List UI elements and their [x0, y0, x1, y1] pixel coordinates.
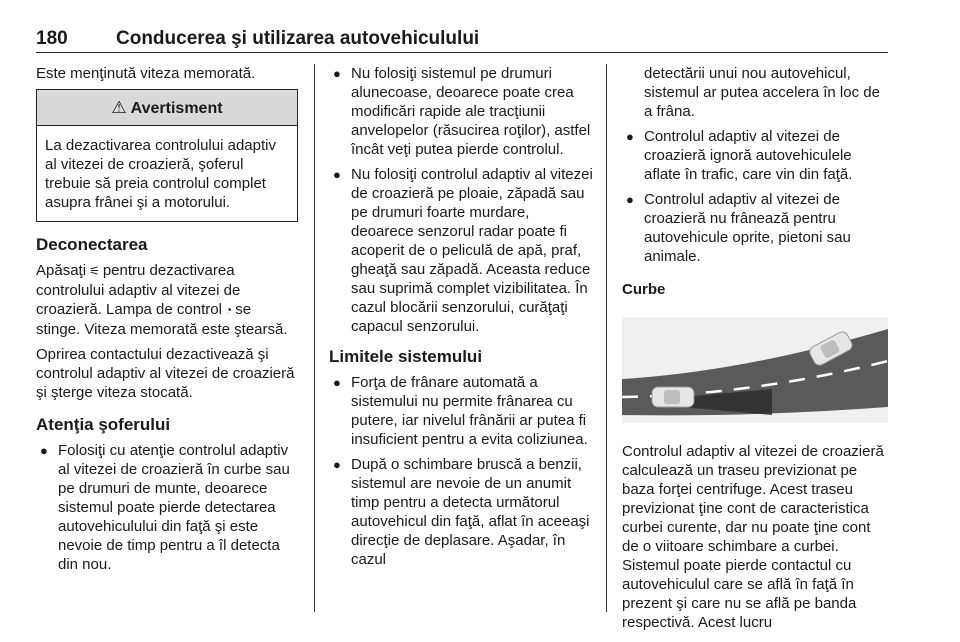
warning-text: La dezactivarea controlului adaptiv al vitezei de croazieră, şoferul trebuie să preia controlul complet asupra frânei şi a motorului.	[45, 137, 276, 211]
list-item: ● Controlul adaptiv al vitezei de croazieră nu frânează pentru autovehicule oprite, pietoni sau animale.	[626, 191, 851, 265]
warning-header	[37, 90, 297, 126]
section-title-atentia-soferului: Atenţia şoferului	[36, 415, 171, 434]
list-item: ● Nu folosiţi sistemul pe drumuri alunecoase, deoarece poate crea modificări rapide ale tracţiunii anvelopelor (răsucirea roţilor), astfel încât veţi putea pierde controlul.	[333, 65, 591, 158]
bullet-icon: ●	[626, 192, 634, 207]
limits-list-continued	[622, 127, 888, 266]
continuation-text: detectării unui nou autovehicul, sistemul ar putea accelera în loc de a frâna.	[644, 65, 880, 120]
section-title-deconectarea: Deconectarea	[36, 235, 148, 254]
bullet-icon: ●	[333, 66, 341, 81]
warning-triangle-icon: ⚠	[111, 98, 127, 117]
bullet-icon: ●	[626, 129, 634, 144]
bullet-icon: ●	[333, 375, 341, 390]
deconectarea-paragraph-1: Apăsaţi ⚟ pentru dezactivarea controlului adaptiv al vitezei de croazieră. Lampa de control ◔ se stinge. Viteza memorată este ştearsă.	[36, 262, 288, 338]
page-number: 180	[36, 28, 68, 49]
warning-box	[36, 89, 298, 222]
list-item: ● Forţa de frânare automată a sistemului nu permite frânarea cu putere, iar nivelul frânării ar putea fi insuficient pentru a evita coliziunea.	[333, 374, 588, 448]
usage-list	[329, 64, 593, 336]
bullet-icon: ●	[333, 167, 341, 182]
curve-illustration	[622, 317, 888, 423]
list-item: ● Controlul adaptiv al vitezei de croazieră ignoră autovehiculele aflate în trafic, care vin din faţă.	[626, 128, 853, 183]
column-2	[329, 64, 593, 575]
section-title-curbe: Curbe	[622, 281, 666, 298]
list-item: ● Nu folosiţi controlul adaptiv al vitezei de croazieră pe ploaie, zăpadă sau pe drumuri foarte murdare, deoarece senzorul radar poate fi acoperit de o peliculă de apă, praf, gheaţă sau zăpadă. Aceasta reduce sau suprimă complet vizibilitatea. În cazul blocării senzorului, curăţaţi capacul senzorului.	[333, 166, 593, 335]
column-divider-right	[606, 64, 607, 612]
bullet-icon: ●	[333, 457, 341, 472]
limits-list	[329, 373, 593, 569]
page-title: Conducerea şi utilizarea autovehiculului	[116, 28, 480, 49]
column-divider-left	[314, 64, 315, 612]
adaptive-cruise-lamp-icon: ◔	[224, 303, 233, 317]
page-header	[36, 26, 888, 53]
column-1	[36, 64, 298, 580]
intro-text: Este menţinută viteza memorată.	[36, 65, 256, 82]
list-item: ● După o schimbare bruscă a benzii, sistemul are nevoie de un anumit timp pentru a detecta următorul autovehicul din faţă, aflat în aceeaşi direcţie de deplasare. Aşadar, în cazul	[333, 456, 590, 568]
curbe-paragraph: Controlul adaptiv al vitezei de croazieră calculează un traseu previzionat pe baza forţei centrifuge. Acest traseu previzionat ţine cont de caracteristica curbei curente, dar nu poate ţine cont de o viitoare schimbare a curbei. Sistemul poate pierde contactul cu autovehiculul care se află în faţă în prezent şi care nu se află pe banda respectivă. Acest lucru	[622, 443, 884, 631]
ego-car	[652, 387, 694, 407]
list-item: ● Folosiţi cu atenţie controlul adaptiv al vitezei de croazieră în curbe sau pe drumuri de munte, deoarece sistemul poate pierde detectarea autovehiculului din faţă şi este nevoie de timp pentru a îl detecta din nou.	[40, 442, 290, 573]
warning-title: Avertisment	[130, 100, 223, 117]
deconectarea-paragraph-2: Oprirea contactului dezactivează şi controlul adaptiv al vitezei de croazieră şi şterge viteza stocată.	[36, 346, 295, 401]
bullet-icon: ●	[40, 443, 48, 458]
column-3	[622, 64, 888, 638]
section-title-limitele-sistemului: Limitele sistemului	[329, 347, 483, 366]
atentia-list	[36, 441, 298, 574]
cruise-control-button-icon: ⚟	[89, 264, 100, 278]
